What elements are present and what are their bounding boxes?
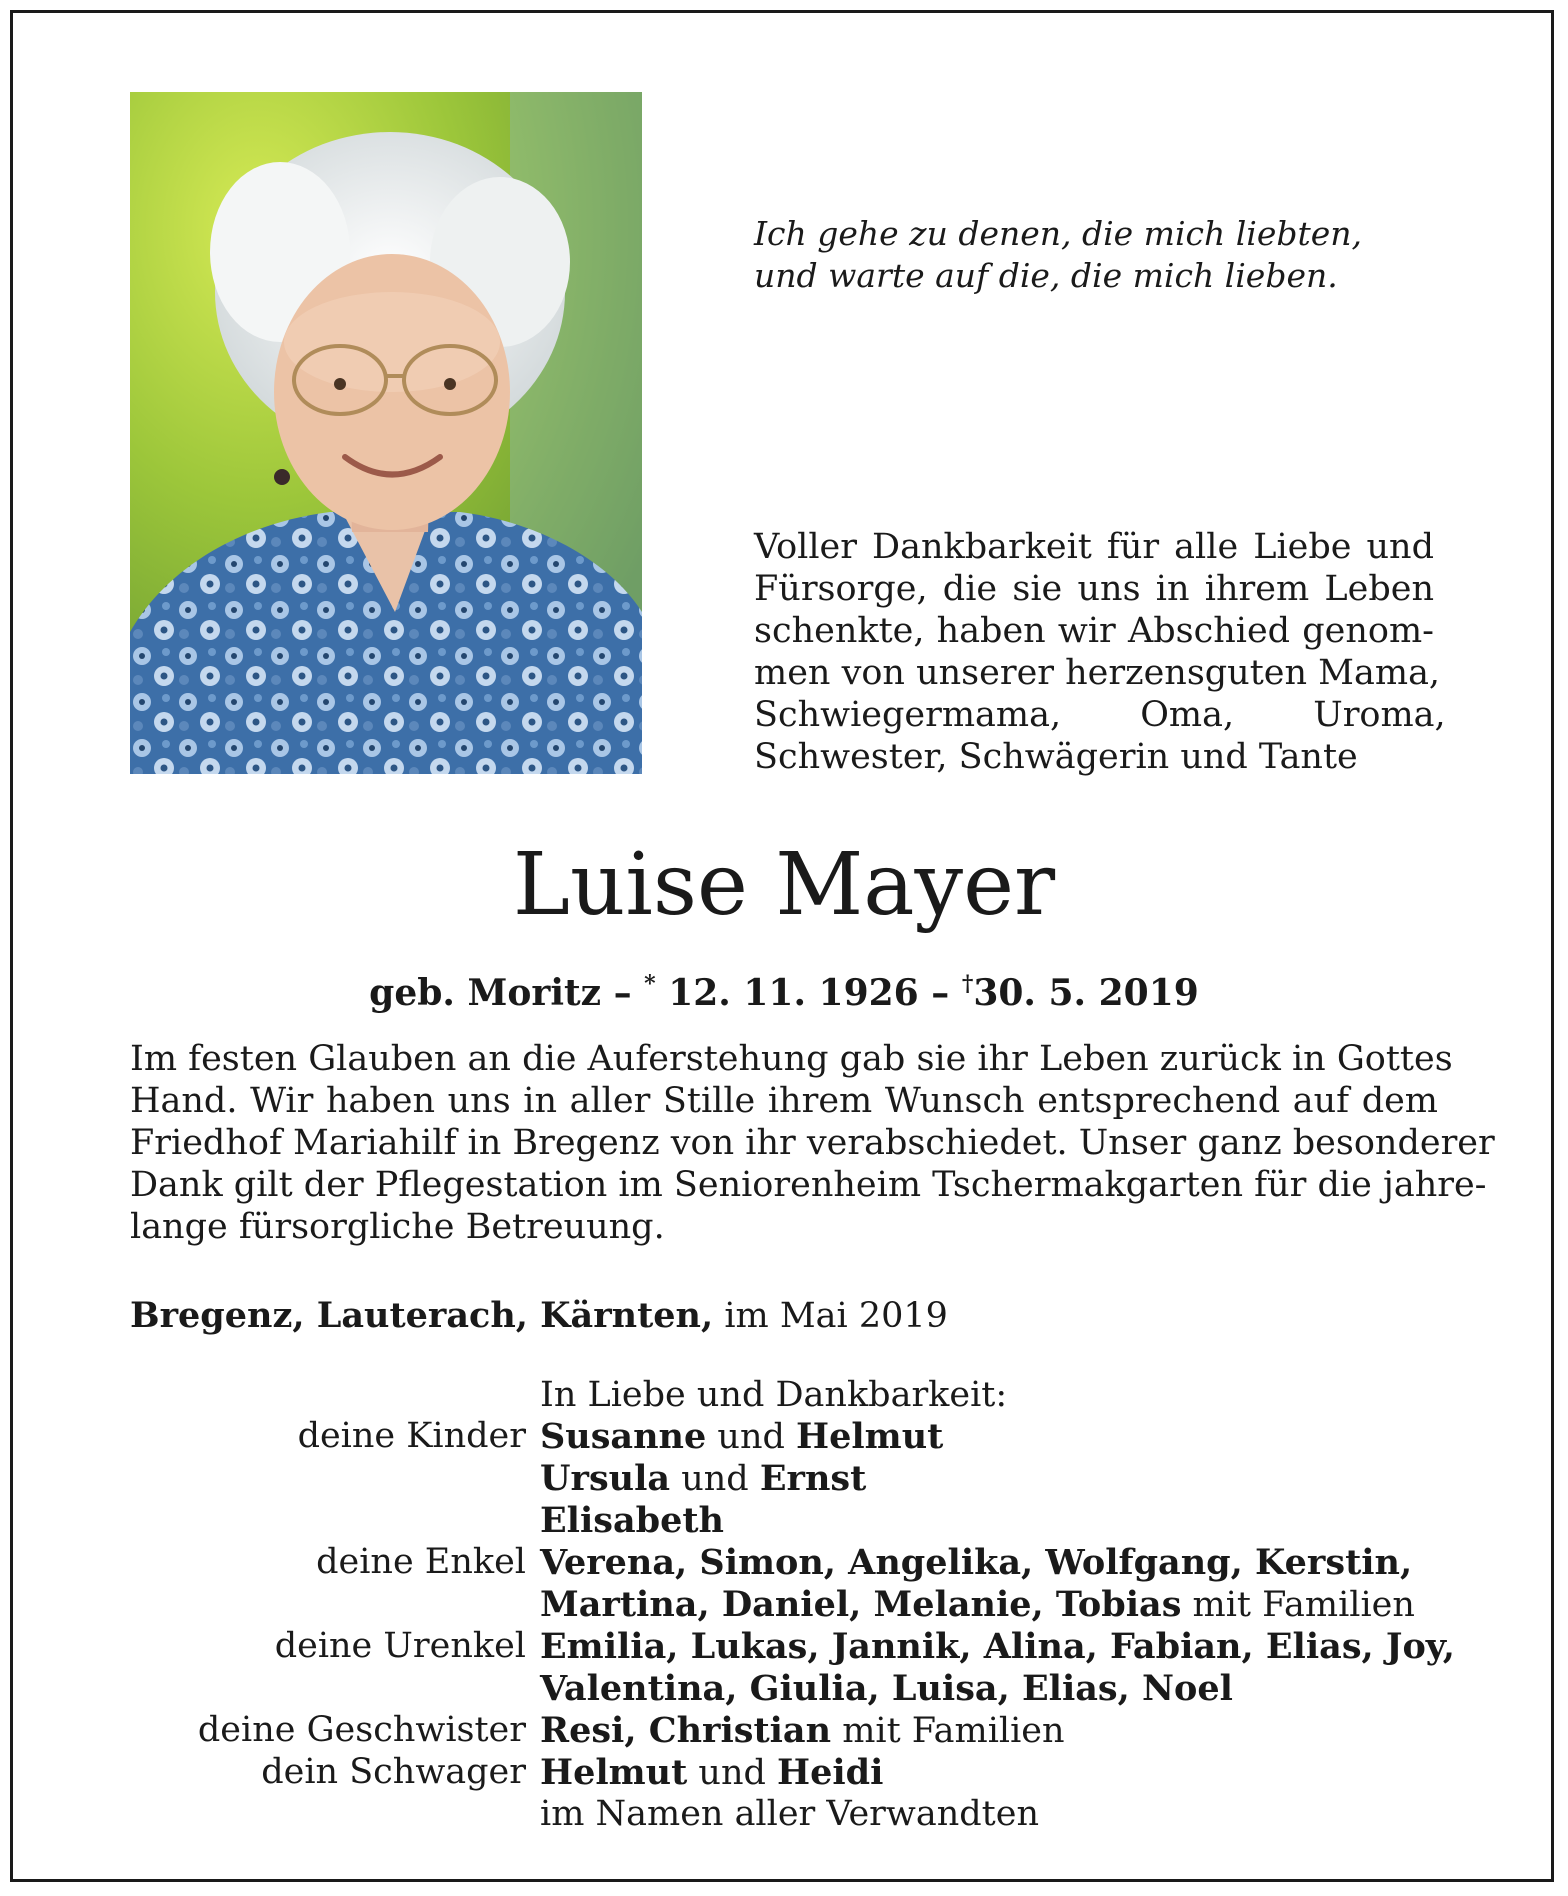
great-grandchildren-label: deine Urenkel bbox=[274, 1626, 526, 1666]
brother-in-law-label: dein Schwager bbox=[261, 1752, 526, 1792]
child-name: Susanne bbox=[540, 1416, 707, 1457]
children-label: deine Kinder bbox=[297, 1416, 526, 1456]
siblings-names: Resi, Christian bbox=[540, 1710, 832, 1751]
great-grandchildren-names: Valentina, Giulia, Luisa, Elias, Noel bbox=[540, 1668, 1233, 1709]
intro-line: men von unserer herzensguten Mama, bbox=[754, 653, 1441, 693]
portrait-illustration bbox=[130, 92, 642, 774]
intro-line: Voller Dankbarkeit für alle Liebe und bbox=[754, 527, 1434, 567]
grandchildren-label: deine Enkel bbox=[316, 1542, 526, 1582]
signature-row bbox=[130, 1626, 1460, 1668]
deceased-name: Luise Mayer bbox=[512, 835, 1056, 935]
signature-row bbox=[130, 1500, 1460, 1542]
signature-row bbox=[130, 1375, 1460, 1416]
child-name: Ursula bbox=[540, 1458, 671, 1499]
intro-line: Schwester, Schwägerin und Tante bbox=[754, 737, 1358, 777]
quote-line: und warte auf die, die mich lieben. bbox=[754, 256, 1338, 295]
body-line: Hand. Wir haben uns in aller Stille ihrem Wunsch entsprechend auf dem bbox=[130, 1081, 1438, 1121]
child-name: Ernst bbox=[759, 1458, 867, 1499]
signature-row bbox=[130, 1458, 1460, 1500]
quote-line: Ich gehe zu denen, die mich liebten, bbox=[754, 214, 1363, 253]
birth-symbol: * bbox=[644, 971, 656, 997]
brother-in-law-name: Helmut bbox=[540, 1752, 688, 1793]
body-line: Dank gilt der Pflegestation im Seniorenheim Tschermakgarten für die jahre- bbox=[130, 1165, 1487, 1205]
body-line: Im festen Glauben an die Auferstehung gab sie ihr Leben zurück in Gottes bbox=[130, 1039, 1453, 1079]
born-name: geb. Moritz bbox=[369, 972, 602, 1014]
portrait-photo bbox=[130, 92, 642, 774]
und-text: und bbox=[706, 1417, 797, 1457]
death-date: 30. 5. 2019 bbox=[973, 972, 1199, 1014]
intro-line: Fürsorge, die sie uns in ihrem Leben bbox=[754, 569, 1434, 609]
dash: – bbox=[601, 972, 645, 1014]
dash: – bbox=[918, 972, 962, 1014]
body-paragraph bbox=[130, 1038, 1495, 1248]
signature-heading: In Liebe und Dankbarkeit: bbox=[540, 1375, 1008, 1415]
grandchildren-names: Martina, Daniel, Melanie, Tobias bbox=[540, 1584, 1182, 1625]
signatures bbox=[130, 1375, 1460, 1835]
siblings-label: deine Geschwister bbox=[197, 1710, 526, 1750]
brother-in-law-name: Heidi bbox=[777, 1752, 884, 1793]
place-date: im Mai 2019 bbox=[713, 1296, 948, 1336]
signature-row bbox=[130, 1542, 1460, 1584]
intro-line: Schwiegermama, Oma, Uroma, bbox=[754, 695, 1446, 735]
great-grandchildren-names: Emilia, Lukas, Jannik, Alina, Fabian, Elias, Joy, bbox=[540, 1626, 1455, 1667]
body-line: Friedhof Mariahilf in Bregenz von ihr verabschiedet. Unser ganz besonderer bbox=[130, 1123, 1495, 1163]
signature-row bbox=[130, 1416, 1460, 1458]
signature-row bbox=[130, 1710, 1460, 1752]
intro-paragraph bbox=[754, 526, 1446, 778]
life-dates bbox=[0, 962, 1568, 1015]
birth-date: 12. 11. 1926 bbox=[668, 972, 919, 1014]
place-locations: Bregenz, Lauterach, Kärnten, bbox=[130, 1295, 714, 1336]
place-and-date bbox=[130, 1295, 948, 1337]
child-name: Helmut bbox=[796, 1416, 944, 1457]
grandchildren-names: Verena, Simon, Angelika, Wolfgang, Kerstin, bbox=[540, 1542, 1413, 1583]
signature-row bbox=[130, 1584, 1460, 1626]
signature-row bbox=[130, 1668, 1460, 1710]
memorial-quote bbox=[754, 213, 1454, 297]
intro-line: schenkte, haben wir Abschied genom- bbox=[754, 611, 1434, 651]
child-name: Elisabeth bbox=[540, 1500, 725, 1541]
body-line: lange fürsorgliche Betreuung. bbox=[130, 1207, 665, 1247]
signature-row bbox=[130, 1794, 1460, 1835]
und-text: und bbox=[670, 1459, 760, 1499]
with-families: mit Familien bbox=[1181, 1585, 1415, 1625]
signature-row bbox=[130, 1752, 1460, 1794]
und-text: und bbox=[687, 1753, 778, 1793]
closing-line: im Namen aller Verwandten bbox=[540, 1794, 1039, 1834]
death-symbol: † bbox=[961, 971, 974, 997]
with-families: mit Familien bbox=[831, 1711, 1065, 1751]
